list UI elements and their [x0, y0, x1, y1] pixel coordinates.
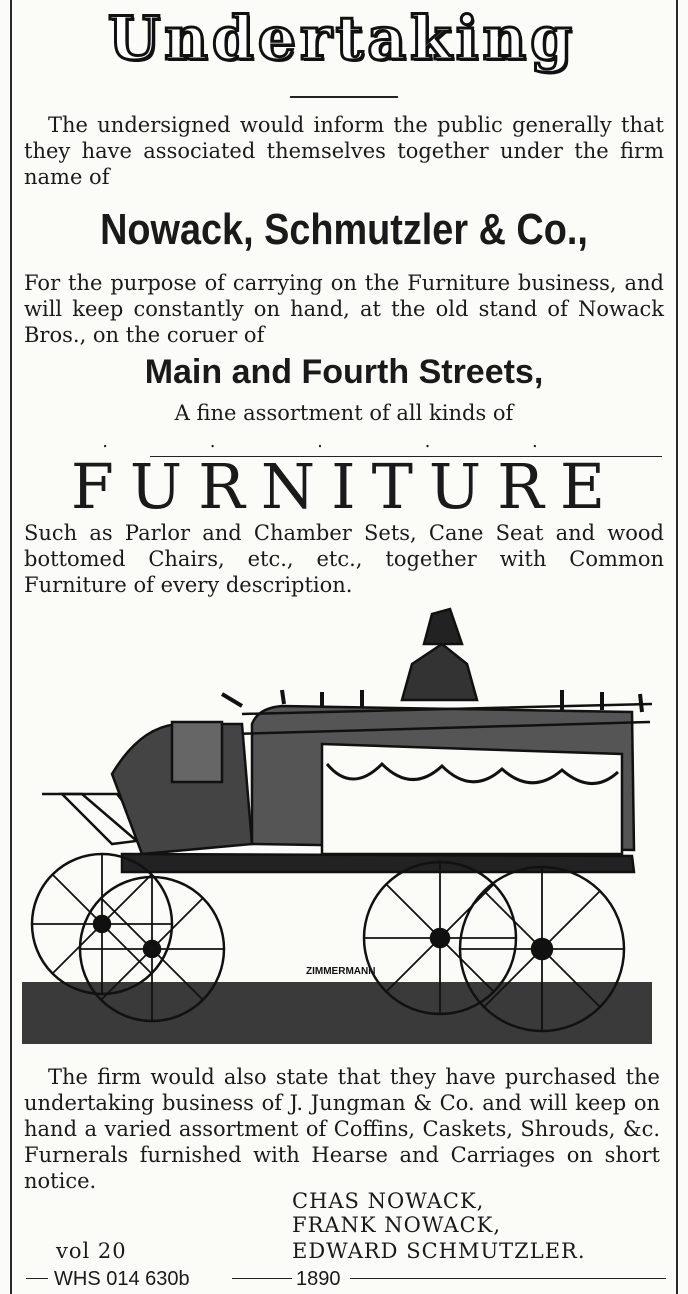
volume-label: vol 20: [56, 1239, 127, 1263]
furniture-heading: FURNITURE: [70, 450, 622, 523]
engraver-signature: ZIMMERMANN: [306, 966, 376, 977]
closing-paragraph: The firm would also state that they have purchased the undertaking business of J. Jungman & Co. and will keep on hand a varied assortment of Coffins, Caskets, Shrouds, &c. Furnerals furnished with Hearse and Carriages on short notice.: [24, 1065, 660, 1193]
ornamental-dots: . . . . .: [102, 431, 586, 452]
hearse-illustration: [22, 604, 668, 1054]
signatory-1: CHAS NOWACK,: [292, 1189, 485, 1213]
archive-footer: [26, 1266, 666, 1292]
assortment-line: A fine assortment of all kinds of: [174, 401, 514, 425]
ad-title: Undertaking: [107, 4, 577, 74]
furniture-description: Such as Parlor and Chamber Sets, Cane Seat and wood bottomed Chairs, etc., etc., together with Common Furniture of every description.: [24, 521, 664, 597]
purpose-paragraph: For the purpose of carrying on the Furniture business, and will keep constantly on hand, at the old stand of Nowack Bros., on the coruer of: [24, 271, 664, 347]
archive-year: 1890: [296, 1268, 341, 1290]
signatory-3: EDWARD SCHMUTZLER.: [292, 1239, 586, 1263]
firm-name: Nowack, Schmutzler & Co.,: [100, 205, 588, 254]
streets-heading: Main and Fourth Streets,: [144, 353, 544, 391]
intro-paragraph: The undersigned would inform the public generally that they have associated themselves together under the firm name of: [24, 113, 664, 189]
archive-id: WHS 014 630b: [54, 1268, 190, 1290]
title-underline: [290, 96, 398, 98]
signatory-2: FRANK NOWACK,: [292, 1213, 502, 1237]
